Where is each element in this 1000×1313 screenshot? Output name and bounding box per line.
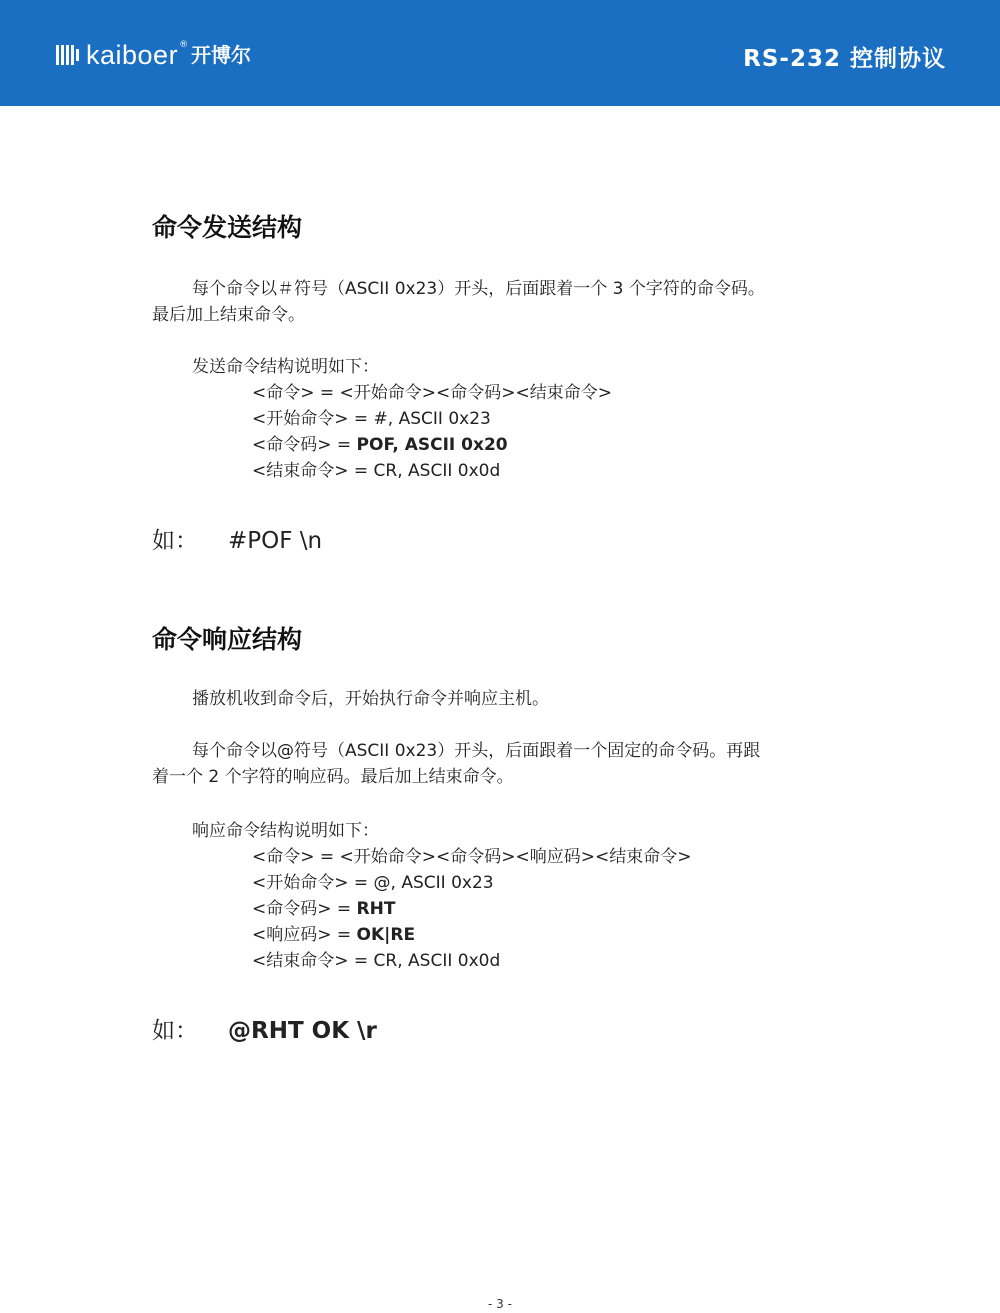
- example-label: 如：: [152, 1018, 198, 1044]
- page-header: [0, 0, 1000, 106]
- structure-value: #, ASCII 0x23: [373, 409, 491, 429]
- brand-chinese: 开博尔: [191, 43, 252, 67]
- structure-label: <命令> =: [252, 383, 340, 403]
- structure-label: <开始命令> =: [252, 873, 374, 893]
- response-example: [152, 1012, 377, 1045]
- response-para-2-line-1: 每个命令以@符号（ASCII 0x23）开头，后面跟着一个固定的命令码。再跟: [192, 741, 761, 761]
- send-example: [152, 522, 322, 555]
- structure-label: <命令码> =: [252, 899, 357, 919]
- example-label: 如：: [152, 528, 198, 554]
- structure-value: @, ASCII 0x23: [373, 873, 494, 893]
- structure-label: <结束命令> =: [252, 951, 374, 971]
- send-structure-line: [252, 380, 612, 406]
- response-structure-heading: 命令响应结构: [152, 625, 303, 654]
- page-number: - 3 -: [488, 1297, 512, 1311]
- example-code: @RHT OK \r: [228, 1018, 377, 1044]
- structure-value: OK|RE: [356, 925, 416, 945]
- response-para-2-line-2: 着一个 2 个字符的响应码。最后加上结束命令。: [152, 767, 514, 787]
- sound-bars-icon: [56, 42, 81, 68]
- brand-logo: [56, 38, 251, 72]
- brand-latin: kaiboer: [86, 40, 179, 70]
- document-title: RS-232 控制协议: [743, 46, 946, 72]
- structure-value: RHT: [356, 899, 396, 919]
- send-structure-line: [252, 432, 508, 458]
- structure-value: <开始命令><命令码><结束命令>: [339, 383, 613, 403]
- structure-label: <响应码> =: [252, 925, 357, 945]
- send-intro-line-1: 每个命令以＃符号（ASCII 0x23）开头，后面跟着一个 3 个字符的命令码。: [192, 279, 765, 299]
- structure-label: <命令> =: [252, 847, 340, 867]
- response-para-1: 播放机收到命令后，开始执行命令并响应主机。: [192, 689, 549, 709]
- structure-value: CR, ASCII 0x0d: [373, 951, 501, 971]
- response-structure-line: [252, 896, 395, 922]
- registered-mark: ®: [179, 40, 189, 50]
- response-structure-line: [252, 870, 494, 896]
- response-structure-line: [252, 844, 692, 870]
- send-structure-line: [252, 458, 500, 484]
- example-code: #POF \n: [228, 528, 323, 554]
- response-structure-intro: 响应命令结构说明如下：: [192, 821, 379, 841]
- structure-value: CR, ASCII 0x0d: [373, 461, 501, 481]
- structure-label: <开始命令> =: [252, 409, 374, 429]
- structure-value: <开始命令><命令码><响应码><结束命令>: [339, 847, 692, 867]
- send-intro-line-2: 最后加上结束命令。: [152, 305, 305, 325]
- structure-label: <命令码> =: [252, 435, 357, 455]
- response-structure-line: [252, 922, 415, 948]
- send-structure-intro: 发送命令结构说明如下：: [192, 357, 379, 377]
- send-structure-line: [252, 406, 491, 432]
- response-structure-line: [252, 948, 500, 974]
- send-structure-heading: 命令发送结构: [152, 213, 303, 242]
- structure-value: POF, ASCII 0x20: [356, 435, 508, 455]
- structure-label: <结束命令> =: [252, 461, 374, 481]
